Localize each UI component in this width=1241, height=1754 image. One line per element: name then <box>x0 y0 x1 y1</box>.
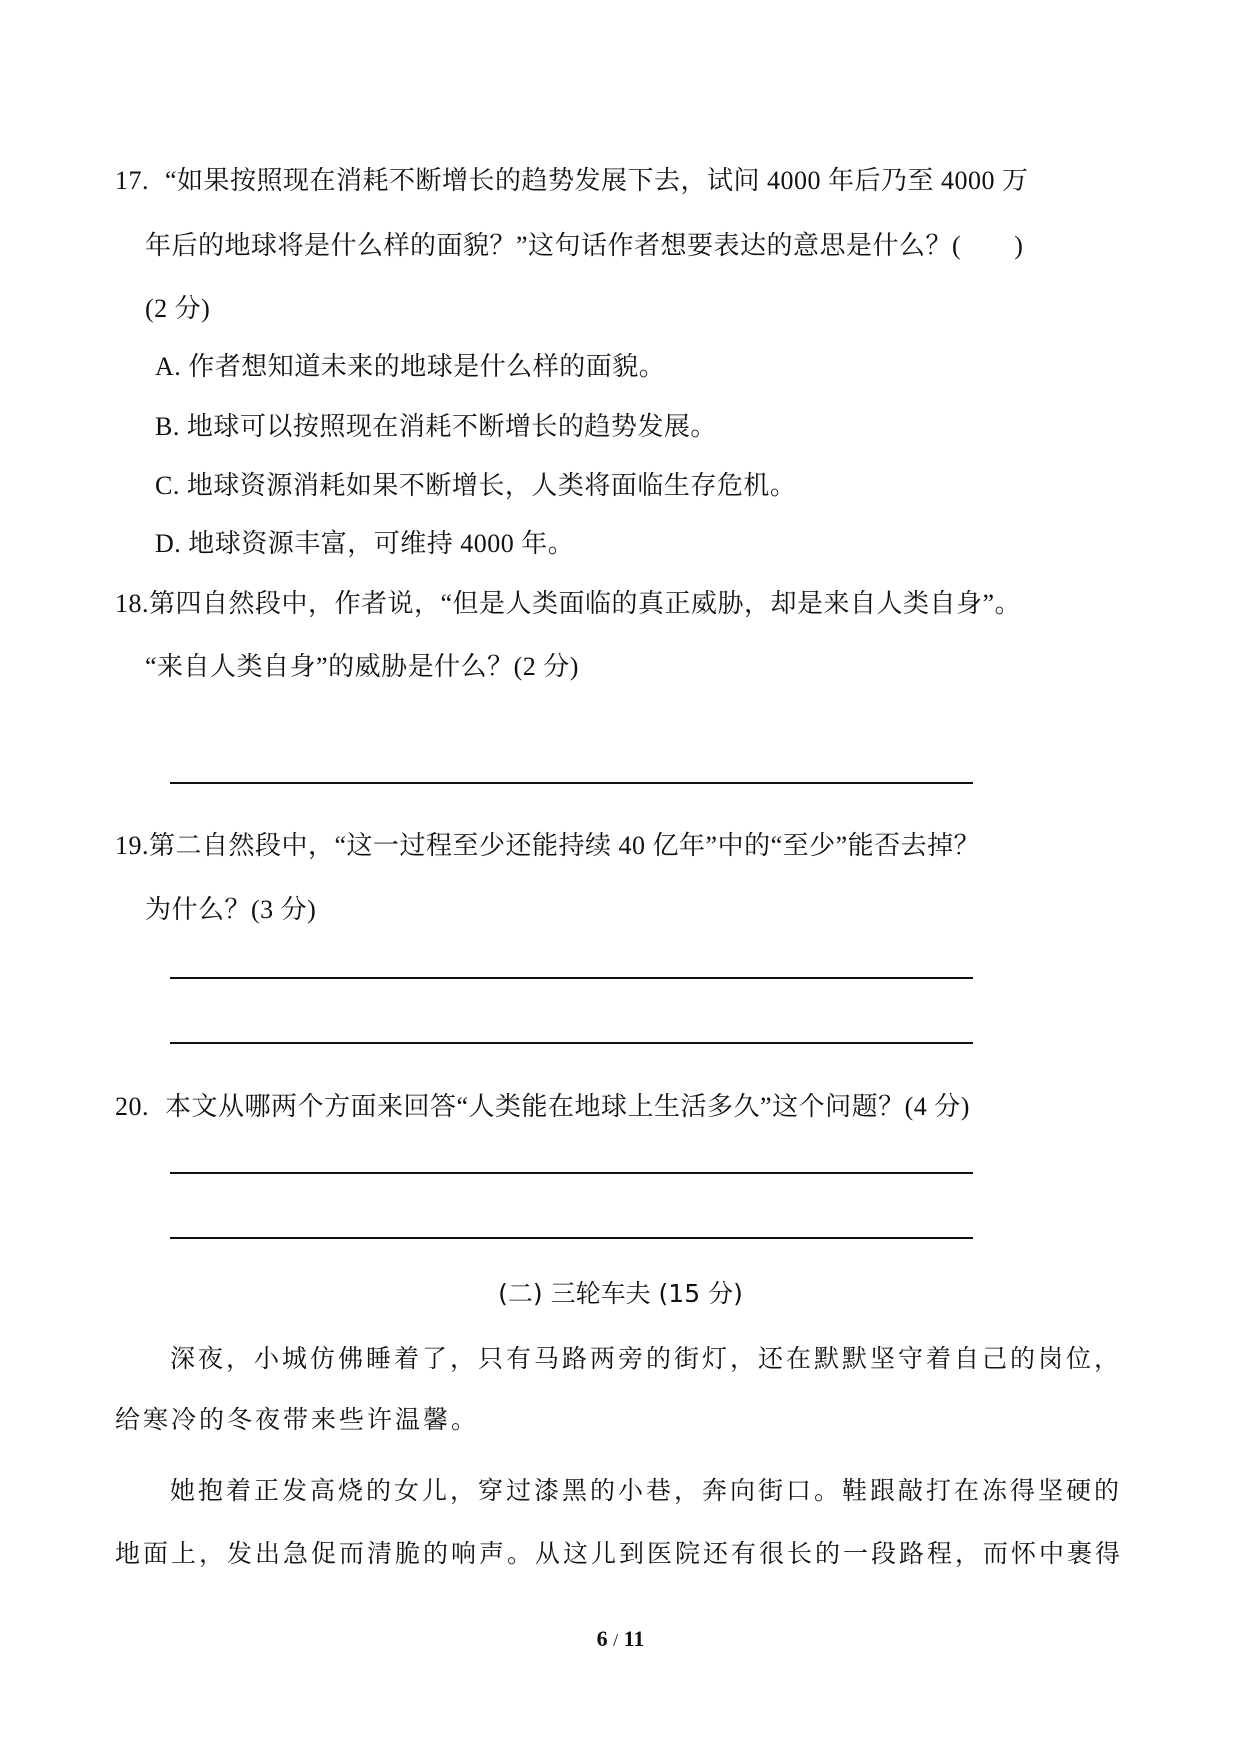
question-18-line-1 <box>115 587 1021 621</box>
question-18-line-2: “来自人类自身”的威胁是什么？(2 分) <box>145 652 579 681</box>
question-number: 19. <box>115 831 149 860</box>
option-label: C. <box>155 471 180 500</box>
question-17-line-2: 年后的地球将是什么样的面貌？”这句话作者想要表达的意思是什么？( ) <box>145 231 1024 260</box>
section-title: (二) 三轮车夫 (15 分) <box>498 1279 743 1308</box>
question-20-line-1 <box>115 1090 970 1124</box>
question-text: 本文从哪两个方面来回答“人类能在地球上生活多久”这个问题？(4 分) <box>165 1092 970 1121</box>
answer-line-q19-1[interactable] <box>170 977 973 979</box>
page-separator: / <box>613 1630 619 1650</box>
story-paragraph-2-line-1: 她抱着正发高烧的女儿，穿过漆黑的小巷，奔向街口。鞋跟敲打在冻得坚硬的 <box>170 1476 1123 1505</box>
option-text: 地球资源丰富，可维持 4000 年。 <box>188 529 575 558</box>
question-19-line-1 <box>115 829 980 863</box>
question-19-line-2: 为什么？(3 分) <box>145 895 317 924</box>
question-text: “如果按照现在消耗不断增长的趋势发展下去，试问 4000 年后乃至 4000 万 <box>165 166 1029 195</box>
question-number: 17. <box>115 166 149 195</box>
option-label: D. <box>155 529 182 558</box>
current-page: 6 <box>596 1626 608 1651</box>
option-c[interactable] <box>155 469 796 503</box>
question-text: 第四自然段中，作者说，“但是人类面临的真正威胁，却是来自人类自身”。 <box>149 589 1022 618</box>
question-number: 20. <box>115 1092 149 1121</box>
option-text: 地球资源消耗如果不断增长，人类将面临生存危机。 <box>186 471 797 500</box>
page-number <box>0 1626 1241 1652</box>
answer-line-q20-2[interactable] <box>170 1237 973 1239</box>
story-paragraph-1-line-1: 深夜，小城仿佛睡着了，只有马路两旁的街灯，还在默默坚守着自己的岗位， <box>170 1344 1123 1373</box>
answer-line-q18[interactable] <box>170 782 973 784</box>
option-label: A. <box>155 352 182 381</box>
question-number: 18. <box>115 589 149 618</box>
total-pages: 11 <box>623 1626 645 1651</box>
option-b[interactable] <box>155 410 717 444</box>
option-text: 地球可以按照现在消耗不断增长的趋势发展。 <box>186 412 717 441</box>
option-a[interactable] <box>155 350 665 384</box>
option-text: 作者想知道未来的地球是什么样的面貌。 <box>188 352 666 381</box>
question-17-score: (2 分) <box>145 294 211 323</box>
option-d[interactable] <box>155 527 574 561</box>
question-17-line-1 <box>115 164 1029 198</box>
story-paragraph-2-line-2: 地面上，发出急促而清脆的响声。从这儿到医院还有很长的一段路程，而怀中裹得 <box>115 1539 1124 1568</box>
answer-line-q20-1[interactable] <box>170 1172 973 1174</box>
answer-line-q19-2[interactable] <box>170 1042 973 1044</box>
question-text: 第二自然段中，“这一过程至少还能持续 40 亿年”中的“至少”能否去掉？ <box>149 831 981 860</box>
option-label: B. <box>155 412 180 441</box>
story-paragraph-1-line-2: 给寒冷的冬夜带来些许温馨。 <box>115 1405 480 1434</box>
